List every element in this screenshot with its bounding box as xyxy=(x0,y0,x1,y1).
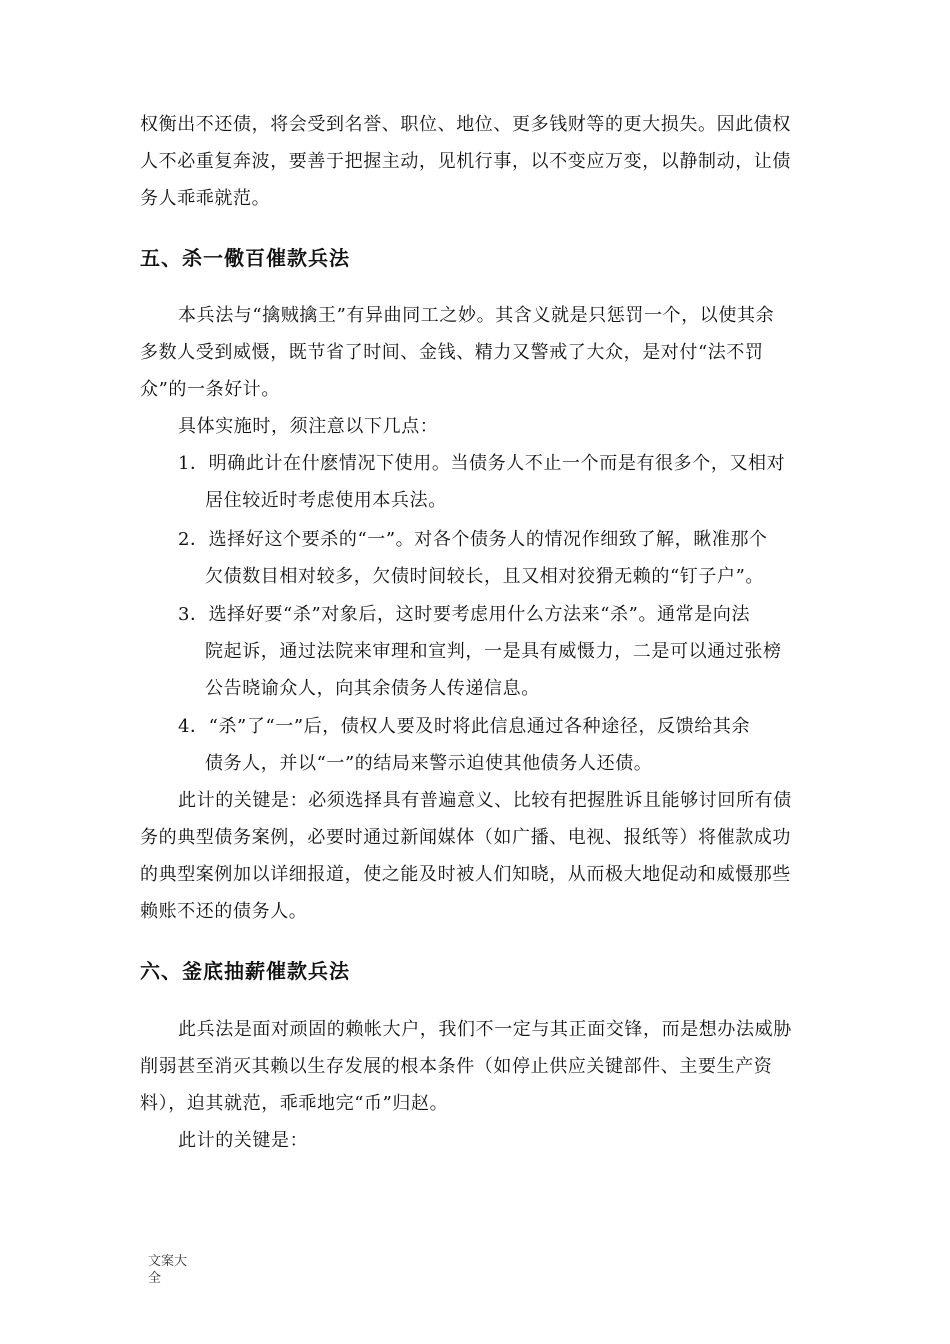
section6-para1-line-2: 削弱甚至消灭其赖以生存发展的根本条件（如停止供应关键部件、主要生产资 xyxy=(140,1056,773,1077)
section6-heading: 六、釜底抽薪催款兵法 xyxy=(140,959,350,983)
section5-para3-line-4: 赖账不还的债务人。 xyxy=(140,901,308,922)
section5-para3-line-1: 此计的关键是：必须选择具有普遍意义、比较有把握胜诉且能够讨回所有债 xyxy=(178,790,792,811)
section6-para1-line-3: 料），迫其就范，乖乖地完“币”归赵。 xyxy=(140,1093,449,1114)
section5-para3-line-2: 务的典型债务案例，必要时通过新闻媒体（如广播、电视、报纸等）将催款成功 xyxy=(140,827,791,848)
intro-line-1: 权衡出不还债，将会受到名誉、职位、地位、更多钱财等的更大损失。因此债权 xyxy=(140,114,791,135)
list-item-3-line-3: 公告晓谕众人，向其余债务人传递信息。 xyxy=(205,678,540,699)
section5-para2: 具体实施时，须注意以下几点： xyxy=(178,416,439,437)
section6-para1-line-1: 此兵法是面对顽固的赖帐大户，我们不一定与其正面交锋，而是想办法威胁 xyxy=(178,1019,792,1040)
list-item-3-line-2: 院起诉，通过法院来审理和宣判，一是具有威慑力，二是可以通过张榜 xyxy=(205,641,782,662)
section5-heading: 五、杀一儆百催款兵法 xyxy=(140,246,350,270)
intro-line-3: 务人乖乖就范。 xyxy=(140,188,271,209)
list-item-1-line-2: 居住较近时考虑使用本兵法。 xyxy=(205,490,447,511)
section5-para1-line-1: 本兵法与“擒贼擒王”有异曲同工之妙。其含义就是只惩罚一个，以使其余 xyxy=(178,305,775,326)
section5-para1-line-3: 众”的一条好计。 xyxy=(140,379,281,400)
list-item-2-line-1: 2．选择好这个要杀的“一”。对各个债务人的情况作细致了解，瞅准那个 xyxy=(178,529,768,550)
list-item-4-line-2: 债务人，并以“一”的结局来警示迫使其他债务人还债。 xyxy=(205,753,653,774)
section5-para1-line-2: 多数人受到威慑，既节省了时间、金钱、精力又警戒了大众，是对付“法不罚 xyxy=(140,342,764,363)
list-item-1-line-1: 1．明确此计在什麽情况下使用。当债务人不止一个而是有很多个，又相对 xyxy=(178,453,786,474)
section5-para3-line-3: 的典型案例加以详细报道，使之能及时被人们知晓，从而极大地促动和威慑那些 xyxy=(140,864,791,885)
intro-line-2: 人不必重复奔波，要善于把握主动，见机行事，以不变应万变，以静制动，让债 xyxy=(140,151,791,172)
footer-line-2: 全 xyxy=(148,1271,162,1286)
list-item-4-line-1: 4．“杀”了“一”后，债权人要及时将此信息通过各种途径，反馈给其余 xyxy=(178,716,751,737)
list-item-3-line-1: 3．选择好要“杀”对象后，这时要考虑用什么方法来“杀”。通常是向法 xyxy=(178,604,751,625)
list-item-2-line-2: 欠债数目相对较多，欠债时间较长，且又相对狡猾无赖的“钉子户”。 xyxy=(205,566,765,587)
footer-line-1: 文案大 xyxy=(148,1254,188,1269)
section6-para2: 此计的关键是： xyxy=(178,1130,309,1151)
